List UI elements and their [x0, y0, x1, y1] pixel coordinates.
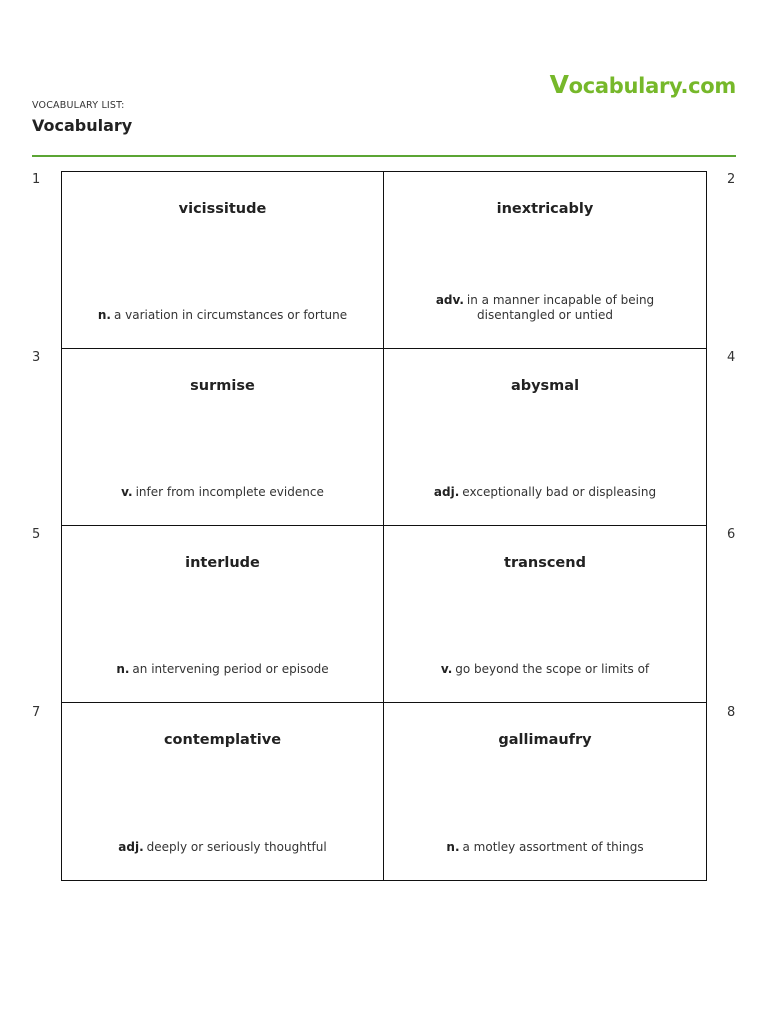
part-of-speech: n. — [116, 661, 130, 676]
vocabulary-logo — [550, 70, 736, 99]
card-definition — [92, 485, 353, 500]
card-definition — [92, 662, 353, 677]
card-definition — [414, 485, 676, 500]
part-of-speech: v. — [440, 661, 453, 676]
card-number-5: 5 — [32, 527, 41, 542]
card-number-1: 1 — [32, 172, 41, 187]
definition-text: exceptionally bad or displeasing — [462, 484, 657, 499]
card-number-8: 8 — [727, 705, 736, 720]
part-of-speech: adv. — [435, 293, 464, 307]
flashcard — [384, 349, 706, 526]
definition-text: go beyond the scope or limits of — [455, 661, 650, 676]
card-definition — [92, 840, 353, 855]
card-definition — [414, 293, 676, 322]
definition-text: a motley assortment of things — [462, 839, 644, 854]
flashcard — [384, 172, 706, 349]
flashcard — [384, 526, 706, 703]
card-word: gallimaufry — [498, 732, 592, 748]
flashcard — [384, 703, 706, 880]
card-number-3: 3 — [32, 350, 41, 365]
card-word: contemplative — [163, 732, 282, 748]
definition-text: an intervening period or episode — [132, 661, 329, 676]
flashcard — [62, 349, 384, 526]
flashcard — [62, 703, 384, 880]
definition-text: infer from incomplete evidence — [135, 484, 324, 499]
logo-text: ocabulary.com — [568, 74, 736, 98]
logo-v: V — [549, 70, 569, 99]
flashcard-grid — [61, 171, 707, 881]
card-word: vicissitude — [178, 201, 267, 217]
part-of-speech: v. — [121, 484, 133, 499]
card-number-4: 4 — [727, 350, 736, 365]
flashcard — [62, 172, 384, 349]
part-of-speech: n. — [97, 307, 111, 322]
part-of-speech: n. — [446, 839, 460, 854]
definition-text: a variation in circumstances or fortune — [113, 307, 348, 322]
card-word: inextricably — [496, 201, 594, 217]
card-word: transcend — [504, 555, 586, 571]
card-definition — [92, 308, 353, 323]
card-definition — [414, 662, 676, 677]
card-definition — [414, 840, 676, 855]
card-number-7: 7 — [32, 705, 41, 720]
list-title: Vocabulary — [32, 116, 133, 135]
list-label: VOCABULARY LIST: — [32, 100, 125, 111]
header-divider — [32, 155, 736, 157]
card-number-6: 6 — [727, 527, 736, 542]
definition-text: in a manner incapable of being disentangled or untied — [466, 293, 655, 322]
card-number-2: 2 — [727, 172, 736, 187]
part-of-speech: adj. — [118, 839, 144, 854]
card-word: interlude — [185, 555, 260, 571]
definition-text: deeply or seriously thoughtful — [146, 839, 327, 854]
card-word: surmise — [190, 378, 255, 394]
card-word: abysmal — [510, 378, 580, 394]
flashcard — [62, 526, 384, 703]
part-of-speech: adj. — [433, 484, 460, 499]
